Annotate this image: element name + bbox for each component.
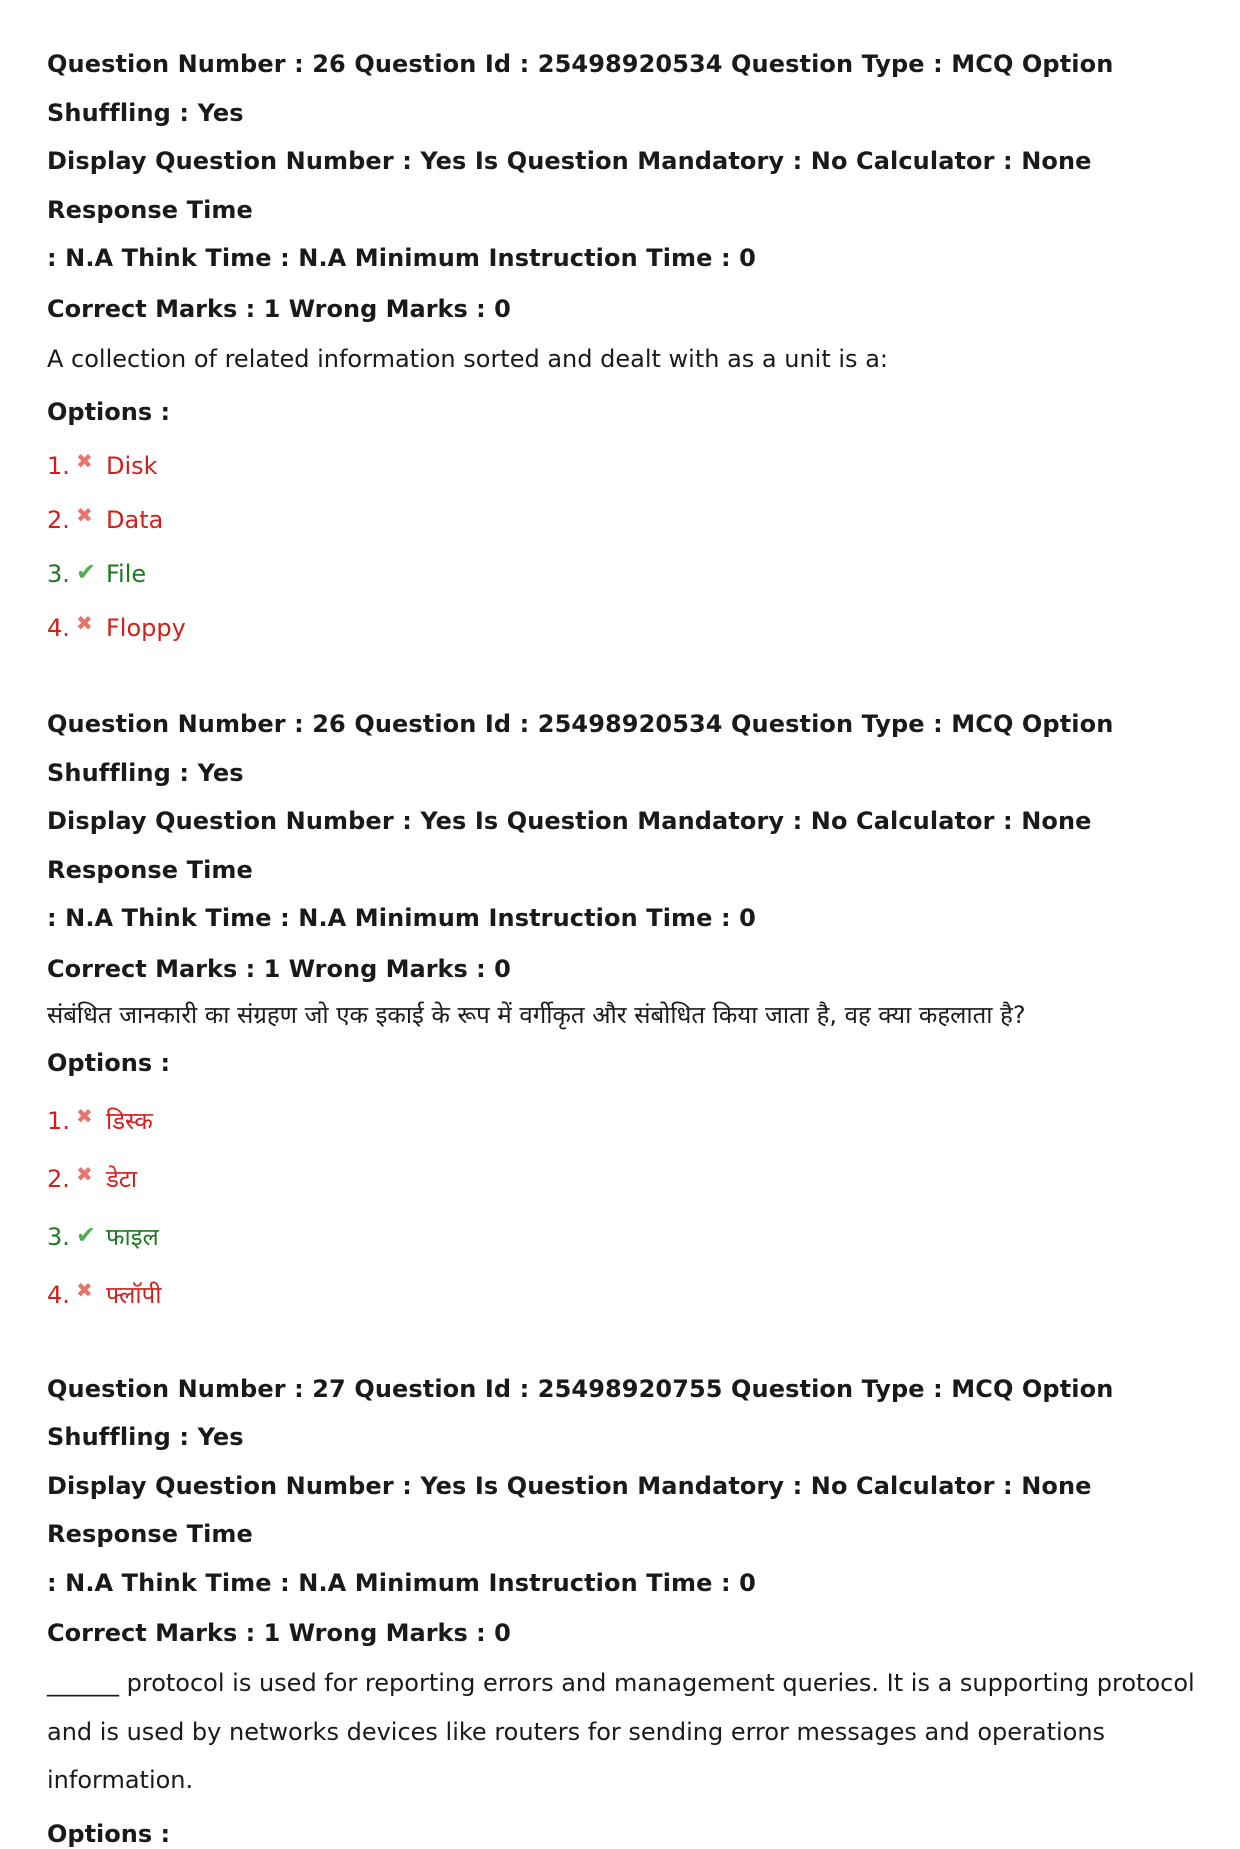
option-text: Floppy — [106, 614, 186, 642]
option-text: Data — [106, 506, 164, 534]
option-item — [47, 559, 1207, 589]
option-number: 3. — [47, 560, 70, 588]
option-text: File — [106, 560, 147, 588]
option-number: 4. — [47, 614, 70, 642]
question-text-line: ______ protocol is used for reporting errors and management queries. It is a supporting protocol — [47, 1669, 1195, 1697]
question-meta-line: : N.A Think Time : N.A Minimum Instruction Time : 0 — [47, 1568, 756, 1597]
question-marks: Correct Marks : 1 Wrong Marks : 0 — [47, 294, 511, 323]
check-icon: ✔ — [76, 1220, 97, 1249]
check-icon: ✔ — [76, 558, 97, 586]
options-label: Options : — [47, 1048, 171, 1077]
question-meta-line: Display Question Number : Yes Is Question Mandatory : No Calculator : None Response Time — [47, 147, 1092, 224]
question-text: A collection of related information sorted and dealt with as a unit is a: — [47, 344, 888, 373]
cross-icon: ✖ — [76, 611, 93, 635]
question-block-26-en — [47, 40, 1207, 643]
spacer — [47, 643, 1207, 700]
question-meta-line: Display Question Number : Yes Is Question Mandatory : No Calculator : None Response Time — [47, 1471, 1092, 1548]
document-page — [47, 40, 1207, 1849]
option-text: डेटा — [106, 1164, 138, 1193]
option-item — [47, 1161, 1207, 1194]
question-meta-line: : N.A Think Time : N.A Minimum Instruction Time : 0 — [47, 904, 756, 932]
options-label: Options : — [47, 398, 171, 426]
option-text: फाइल — [106, 1222, 159, 1251]
question-block-26-hi — [47, 700, 1207, 1310]
option-item — [47, 451, 1207, 481]
question-marks: Correct Marks : 1 Wrong Marks : 0 — [47, 954, 511, 983]
question-meta-line: Question Number : 26 Question Id : 25498920534 Question Type : MCQ Option Shuffling : Yes — [47, 710, 1114, 787]
option-item — [47, 1222, 1207, 1252]
question-text: संबंधित जानकारी का संग्रहण जो एक इकाई के रूप में वर्गीकृत और संबोधित किया जाता है, वह क्या कहलाता है? — [47, 1000, 1026, 1029]
option-number: 3. — [47, 1222, 70, 1251]
option-number: 4. — [47, 1280, 70, 1309]
option-item — [47, 1103, 1207, 1136]
option-number: 2. — [47, 506, 70, 534]
spacer — [47, 1310, 1207, 1365]
question-marks: Correct Marks : 1 Wrong Marks : 0 — [47, 1619, 511, 1647]
option-number: 2. — [47, 1164, 70, 1193]
question-meta-line: Question Number : 27 Question Id : 25498920755 Question Type : MCQ Option Shuffling : Yes — [47, 1374, 1114, 1451]
question-text — [47, 1659, 1207, 1805]
cross-icon: ✖ — [76, 1277, 93, 1302]
question-meta-line: Question Number : 26 Question Id : 25498920534 Question Type : MCQ Option Shuffling : Yes — [47, 50, 1114, 127]
question-block-27-en — [47, 1365, 1207, 1849]
option-text: डिस्क — [106, 1106, 153, 1135]
cross-icon: ✖ — [76, 1161, 93, 1186]
cross-icon: ✖ — [76, 449, 93, 473]
option-item — [47, 505, 1207, 535]
option-number: 1. — [47, 452, 70, 480]
question-text-line: and is used by networks devices like routers for sending error messages and operations — [47, 1717, 1106, 1746]
option-text: फ्लॉपी — [106, 1280, 162, 1309]
option-item — [47, 1277, 1207, 1310]
option-number: 1. — [47, 1106, 70, 1135]
question-meta-line: Display Question Number : Yes Is Question Mandatory : No Calculator : None Response Time — [47, 807, 1092, 884]
option-item — [47, 613, 1207, 643]
options-label: Options : — [47, 1819, 171, 1848]
cross-icon: ✖ — [76, 503, 93, 527]
cross-icon: ✖ — [76, 1103, 93, 1128]
question-text-line: information. — [47, 1766, 194, 1794]
question-meta-line: : N.A Think Time : N.A Minimum Instruction Time : 0 — [47, 244, 756, 272]
option-text: Disk — [106, 452, 158, 480]
